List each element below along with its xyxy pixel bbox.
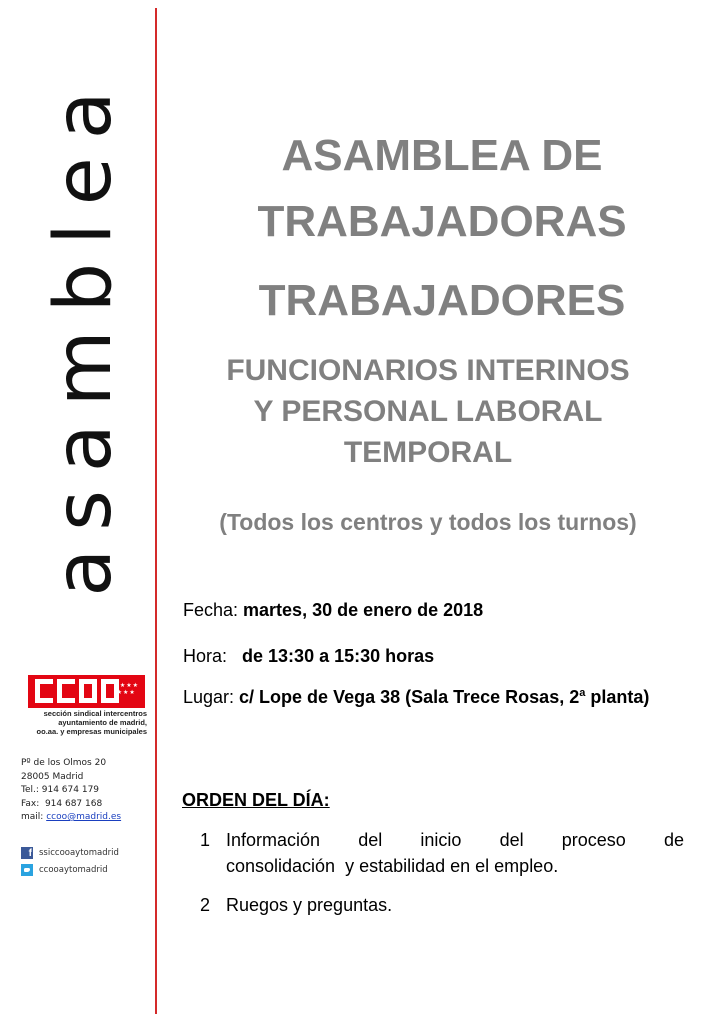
date-value: martes, 30 de enero de 2018 (243, 600, 484, 620)
vertical-divider (155, 8, 157, 1014)
twitter-icon (21, 864, 33, 876)
logo-letters (35, 679, 119, 703)
agenda-item: 2 Ruegos y preguntas. (200, 892, 684, 918)
title-line-2: TRABAJADORAS (257, 197, 627, 246)
date-label: Fecha: (183, 600, 244, 620)
social-links (21, 844, 119, 878)
stars-icon: ★★★★ ★★★ (113, 683, 139, 696)
title-line-3: TRABAJADORES (258, 276, 626, 325)
agenda-list (200, 827, 684, 931)
agenda-number: 1 (200, 830, 211, 850)
agenda-heading: ORDEN DEL DÍA: (182, 790, 330, 810)
place-label: Lugar: (183, 687, 240, 707)
phone: Tel.: 914 674 179 (21, 785, 100, 795)
logo-letter-o (79, 679, 97, 703)
ccoo-logo (28, 675, 145, 708)
logo-letter-c (57, 679, 75, 703)
contact-info (21, 757, 121, 825)
logo-subtitle: sección sindical intercentros ayuntamiento de madrid, oo.aa. y empresas municipales (36, 709, 147, 736)
time-row (183, 645, 434, 667)
mail-row: mail: ccoo@madrid.es (21, 812, 122, 822)
date-row (183, 599, 483, 621)
logo-letter-c (35, 679, 53, 703)
city: 28005 Madrid (21, 771, 84, 782)
time-value: de 13:30 a 15:30 horas (242, 646, 435, 666)
title-line-1: ASAMBLEA DE (281, 131, 603, 180)
scope-note: (Todos los centros y todos los turnos) (219, 509, 637, 535)
time-label: Hora: (183, 646, 243, 666)
agenda-item: 1 Información del inicio del proceso de consolidación y estabilidad en el empleo. (200, 827, 684, 879)
address: Pº de los Olmos 20 (21, 758, 107, 768)
place-value: c/ Lope de Vega 38 (Sala Trece Rosas, 2$^a$ planta) (239, 687, 650, 707)
facebook-icon: f (21, 847, 33, 859)
twitter-link[interactable]: ccooaytomadrid (21, 861, 119, 878)
facebook-link[interactable]: f ssiccooaytomadrid (21, 844, 119, 861)
subtitle: FUNCIONARIOS INTERINOS Y PERSONAL LABORAL TEMPORAL (226, 354, 630, 469)
agenda-number: 2 (200, 895, 211, 915)
place-row (183, 686, 693, 708)
fax: Fax: 914 687 168 (21, 798, 103, 809)
vertical-title: asamblea (39, 73, 129, 597)
mail-link[interactable]: ccoo@madrid.es (46, 812, 122, 822)
